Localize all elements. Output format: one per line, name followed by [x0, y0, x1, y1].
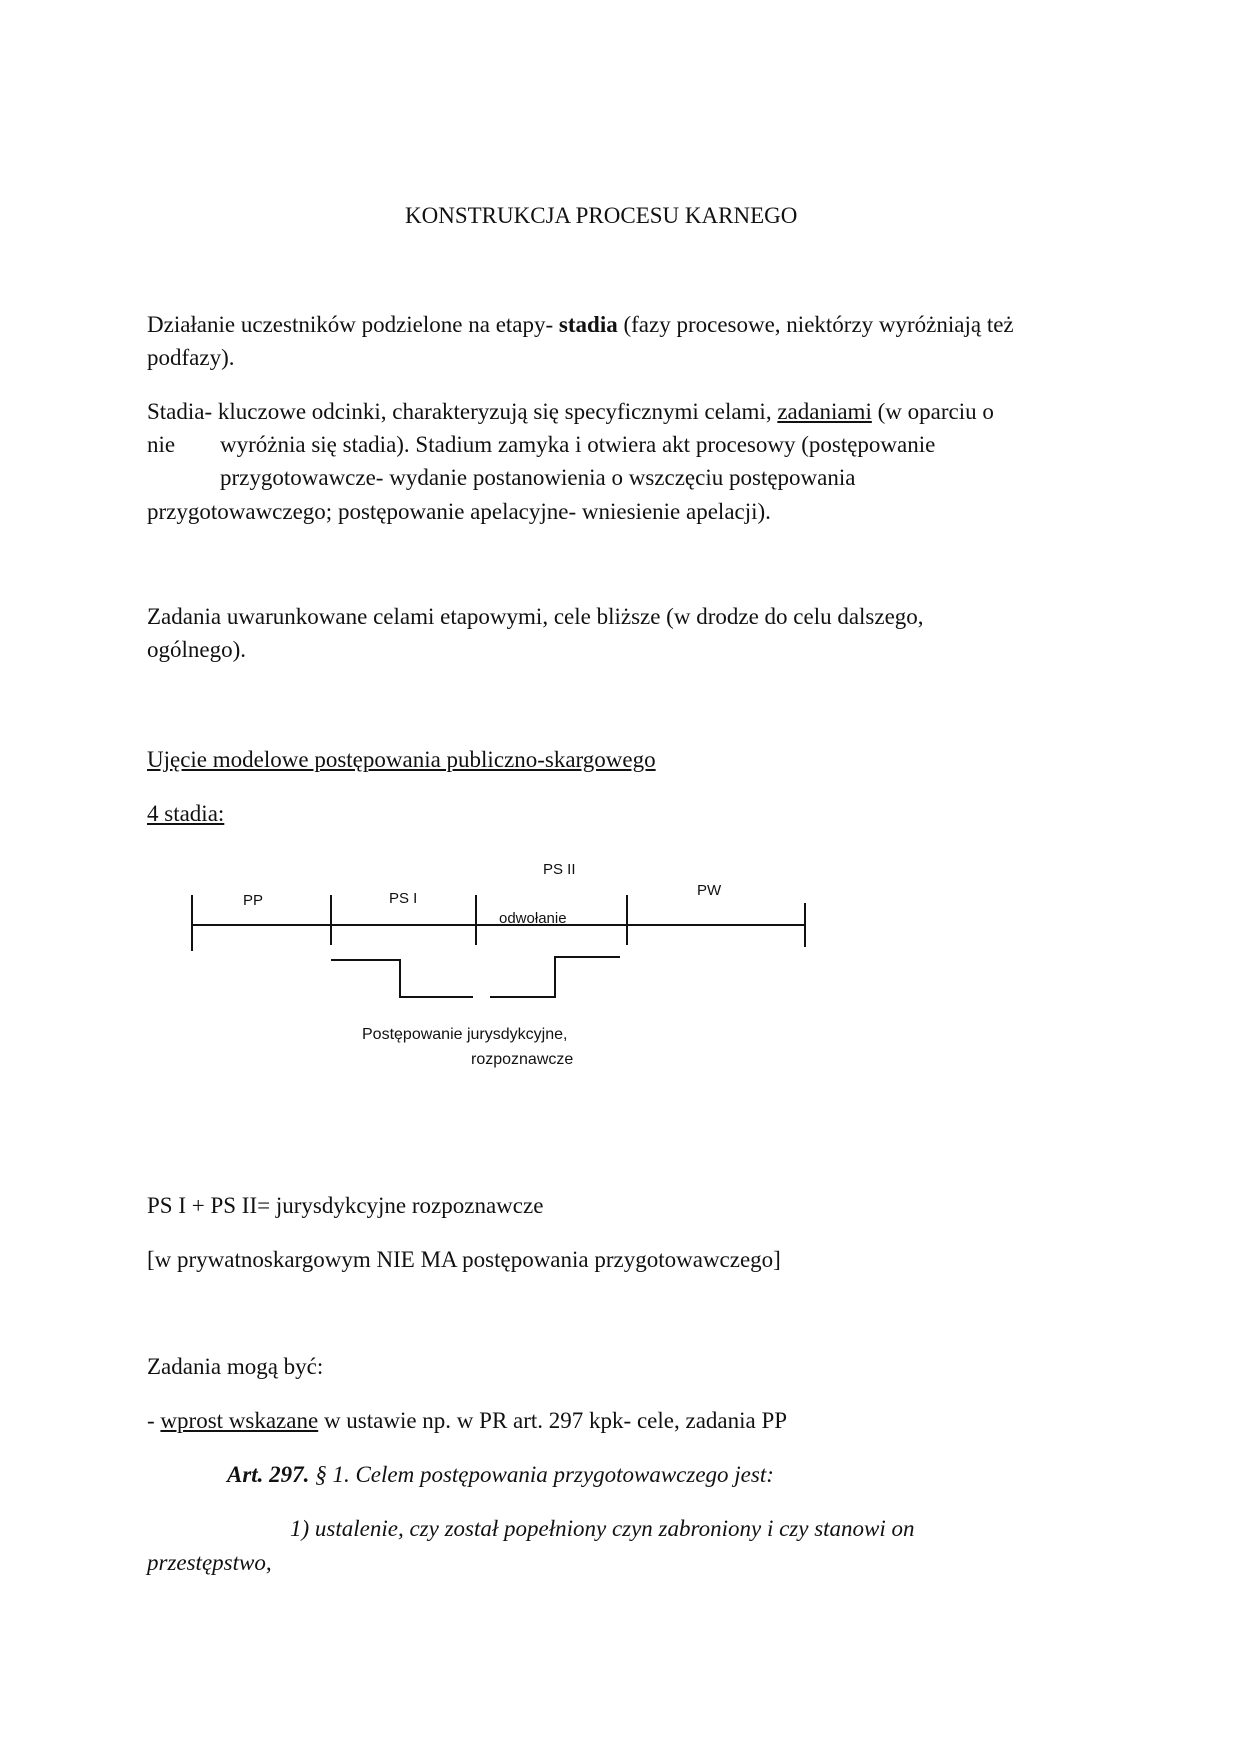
text-span: -	[147, 1408, 161, 1433]
label-odwolanie: odwołanie	[499, 910, 567, 927]
heading-model-text: Ujęcie modelowe postępowania publiczno-skargowego	[147, 747, 656, 772]
text-span: (fazy procesowe, niektórzy wyróżniają też	[617, 312, 1014, 337]
article-heading	[227, 1458, 774, 1492]
heading-stages	[147, 797, 224, 831]
paragraph-tasks-may-be: Zadania mogą być:	[147, 1354, 324, 1379]
caption-line2: rozpoznawcze	[471, 1051, 574, 1068]
paragraph-stadia-line3: przygotowawcze- wydanie postanowienia o wszczęciu postępowania	[220, 465, 856, 490]
paragraph-private-note: [w prywatnoskargowym NIE MA postępowania przygotowawczego]	[147, 1247, 781, 1272]
paragraph-stadia-line2: wyróżnia się stadia). Stadium zamyka i otwiera akt procesowy (postępowanie	[220, 432, 936, 457]
heading-stages-text: 4 stadia:	[147, 801, 225, 826]
paragraph-stages-intro-line2: podfazy).	[147, 345, 235, 370]
underlined-term-wprost: wprost wskazane	[160, 1408, 319, 1433]
paragraph-tasks-line1: Zadania uwarunkowane celami etapowymi, cele bliższe (w drodze do celu dalszego,	[147, 604, 924, 629]
stages-diagram	[0, 840, 1240, 1080]
label-pw: PW	[697, 882, 722, 899]
page-title: KONSTRUKCJA PROCESU KARNEGO	[405, 203, 798, 228]
label-ps1: PS I	[389, 890, 418, 907]
bold-term-stadia: stadia	[558, 312, 618, 337]
label-ps2: PS II	[543, 861, 576, 878]
text-span: Stadia- kluczowe odcinki, charakteryzują się specyficznymi celami,	[147, 399, 778, 424]
text-span: (w oparciu o	[871, 399, 994, 424]
paragraph-stadia-line1	[147, 395, 994, 429]
article-text: § 1. Celem postępowania przygotowawczego jest:	[309, 1462, 774, 1487]
label-pp: PP	[243, 892, 264, 909]
paragraph-ps-sum: PS I + PS II= jurysdykcyjne rozpoznawcze	[147, 1193, 544, 1218]
paragraph-stadia-line2-start: nie	[147, 432, 176, 457]
paragraph-stages-intro-line1	[147, 308, 1014, 342]
bracket-ps1	[331, 960, 473, 997]
article-item1-line2: przestępstwo,	[147, 1550, 272, 1575]
paragraph-stadia-line4: przygotowawczego; postępowanie apelacyjne- wniesienie apelacji).	[147, 499, 771, 524]
article-item1-line1: 1) ustalenie, czy został popełniony czyn zabroniony i czy stanowi on	[290, 1516, 915, 1541]
caption-line1: Postępowanie jurysdykcyjne,	[362, 1026, 568, 1043]
article-number: Art. 297.	[227, 1462, 310, 1487]
text-span: w ustawie np. w PR art. 297 kpk- cele, zadania PP	[318, 1408, 788, 1433]
paragraph-tasks-line2: ogólnego).	[147, 637, 247, 662]
text-span: Działanie uczestników podzielone na etapy-	[147, 312, 559, 337]
underlined-term-zadaniami: zadaniami	[777, 399, 872, 424]
paragraph-direct	[147, 1404, 787, 1438]
bracket-ps2	[490, 957, 620, 997]
heading-model	[147, 743, 656, 777]
